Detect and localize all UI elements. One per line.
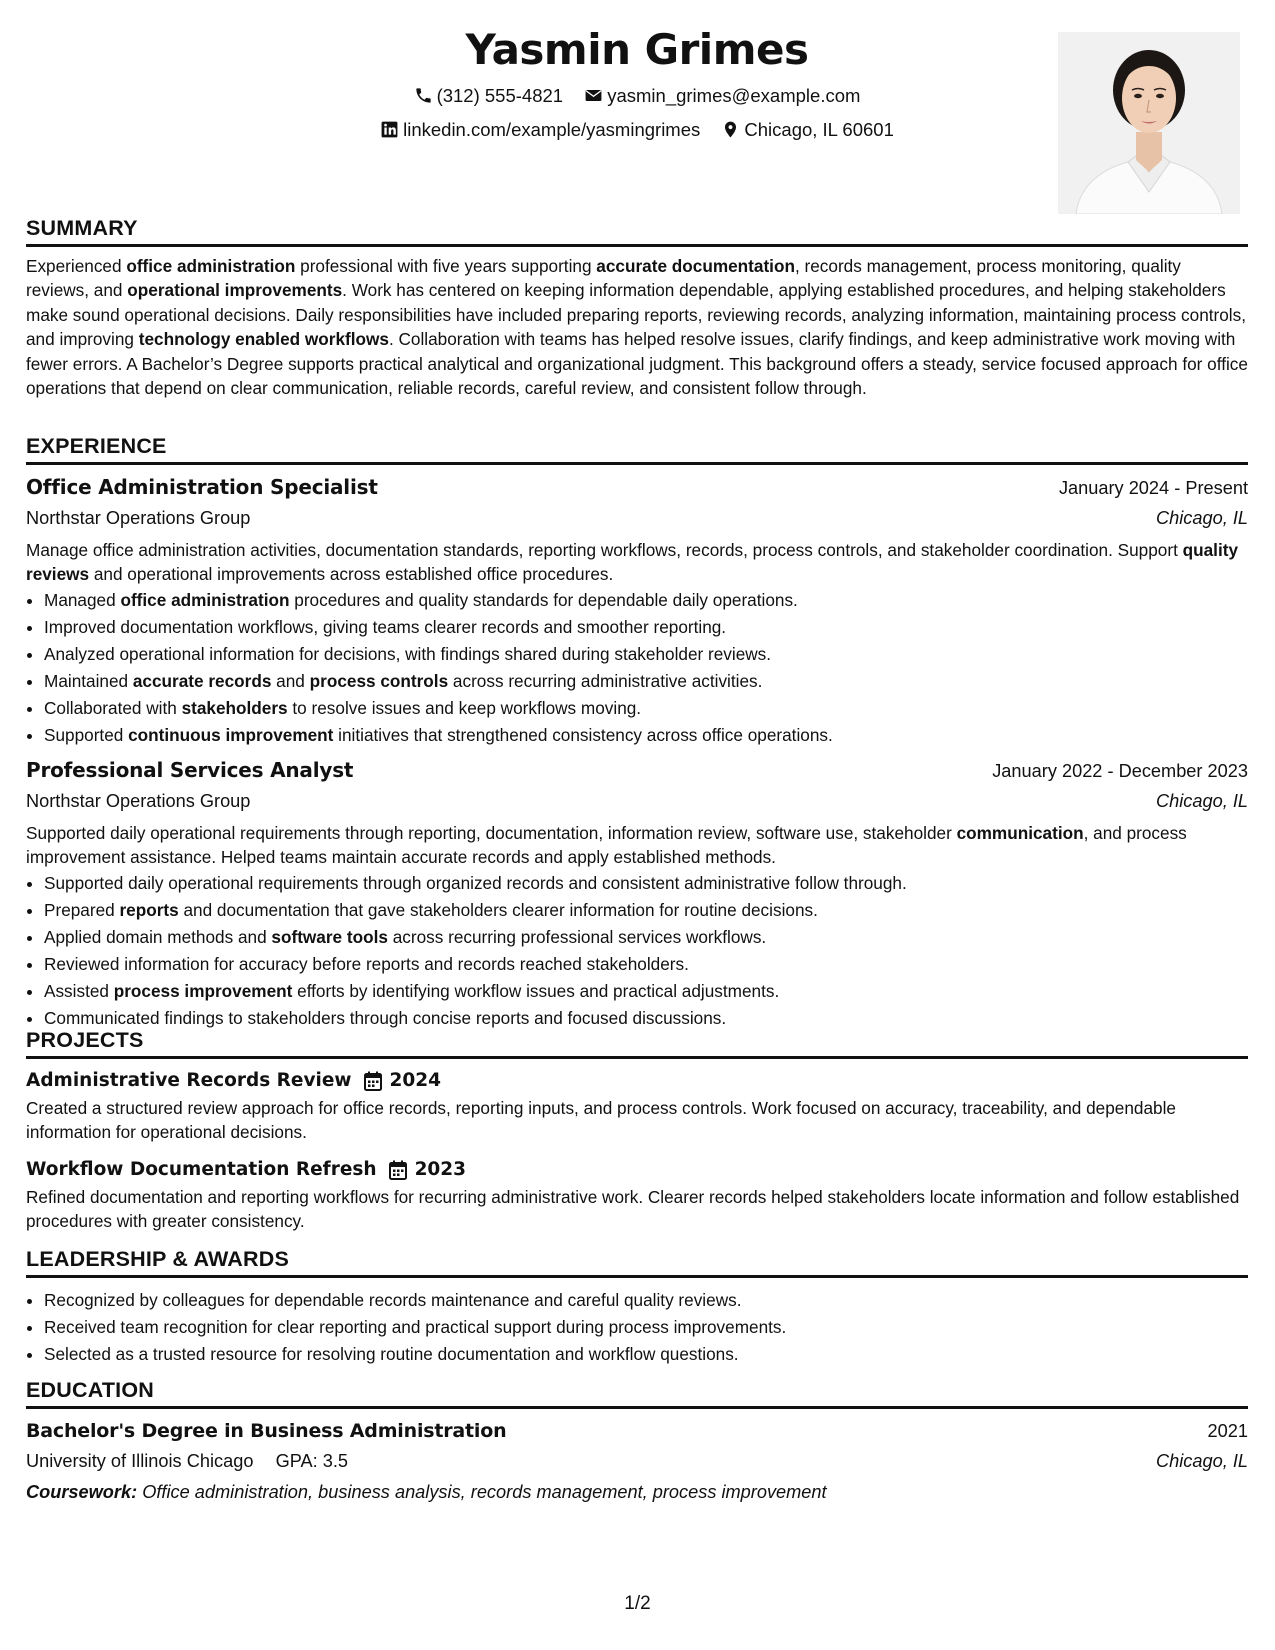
education-section xyxy=(26,1376,1248,1507)
award-item: • Recognized by colleagues for dependable records maintenance and careful quality reviews. xyxy=(44,1287,1248,1314)
job-entry xyxy=(26,472,1248,749)
contact-linkedin[interactable] xyxy=(380,114,700,145)
bold-keyword: reports xyxy=(119,899,179,920)
school-location: Chicago, IL xyxy=(1155,1451,1248,1471)
profile-photo xyxy=(1058,32,1240,214)
job-dates: January 2022 - December 2023 xyxy=(992,760,1248,781)
project-name: Administrative Records Review xyxy=(26,1070,352,1091)
calendar-icon xyxy=(364,1071,382,1091)
summary-text: Experienced office administration professional with five years supporting accurate documentation, records management, process monitoring, quality reviews, and operational improvements. Work has centered on keeping information dependable, applying established procedures, and helping stakeholders make sound operational decisions. Daily responsibilities have included preparing reports, reviewing records, analyzing information, maintaining process controls, and improving technology enabled workflows. Collaboration with teams has helped resolve issues, clarify findings, and keep administrative work moving with fewer errors. A Bachelor’s Degree supports practical analytical and organizational judgment. This background offers a steady, service focused approach for office operations that depend on clear communication, reliable records, careful review, and consistent follow through. xyxy=(26,256,1248,399)
job-company: Northstar Operations Group xyxy=(26,508,251,528)
experience-heading: EXPERIENCE xyxy=(26,432,1248,465)
bold-keyword: stakeholders xyxy=(181,697,288,718)
projects-heading: PROJECTS xyxy=(26,1026,1248,1059)
awards-heading: LEADERSHIP & AWARDS xyxy=(26,1245,1248,1278)
bold-keyword: software tools xyxy=(271,926,388,947)
job-bullets xyxy=(26,587,1248,749)
contact-phone xyxy=(414,80,564,111)
bold-keyword: quality reviews xyxy=(26,540,1239,585)
awards-list xyxy=(26,1287,1248,1368)
award-item: • Selected as a trusted resource for resolving routine documentation and workflow questions. xyxy=(44,1341,1248,1368)
project-year: 2024 xyxy=(389,1070,442,1091)
job-company: Northstar Operations Group xyxy=(26,790,251,811)
bullet-item: • Managed office administration procedures and quality standards for dependable daily operations. xyxy=(44,587,1248,614)
summary-section xyxy=(26,214,1248,400)
bold-keyword: communication xyxy=(956,822,1084,843)
project-entry xyxy=(26,1155,1248,1234)
bullet-item: • Communicated findings to stakeholders through concise reports and focused discussions. xyxy=(44,1005,1248,1032)
bullet-item: • Assisted process improvement efforts by identifying workflow issues and practical adjustments. xyxy=(44,978,1248,1005)
summary-heading: SUMMARY xyxy=(26,214,1248,247)
bullet-item: • Collaborated with stakeholders to resolve issues and keep workflows moving. xyxy=(44,695,1248,722)
bullet-item: • Supported daily operational requirements through organized records and consistent administrative follow through. xyxy=(44,870,1248,897)
bold-keyword: office administration xyxy=(126,256,296,276)
location-text: Chicago, IL 60601 xyxy=(744,119,894,140)
job-description: Supported daily operational requirements through reporting, documentation, information review, software use, stakeholder communication, and process improvement assistance. Helped teams maintain accurate records and apply established methods. xyxy=(26,822,1187,868)
education-heading: EDUCATION xyxy=(26,1376,1248,1409)
bullet-item: • Improved documentation workflows, giving teams clearer records and smoother reporting. xyxy=(44,614,1248,641)
bold-keyword: technology enabled workflows xyxy=(138,329,389,350)
bold-keyword: office administration xyxy=(120,589,290,610)
bullet-item: • Reviewed information for accuracy before reports and records reached stakeholders. xyxy=(44,951,1248,978)
gpa: GPA: 3.5 xyxy=(275,1451,349,1471)
experience-section xyxy=(26,432,1248,1032)
bullet-item: • Prepared reports and documentation that gave stakeholders clearer information for routine decisions. xyxy=(44,897,1248,924)
contact-email[interactable] xyxy=(584,80,860,111)
page-number: 1/2 xyxy=(624,1593,651,1614)
coursework-text: Office administration, business analysis, records management, process improvement xyxy=(142,1482,827,1502)
job-title: Office Administration Specialist xyxy=(26,475,378,499)
graduation-year: 2021 xyxy=(1207,1421,1248,1441)
linkedin-text: linkedin.com/example/yasmingrimes xyxy=(403,119,701,140)
projects-section xyxy=(26,1026,1248,1234)
school-name: University of Illinois Chicago xyxy=(26,1451,254,1471)
candidate-name: Yasmin Grimes xyxy=(465,25,809,74)
bold-keyword: continuous improvement xyxy=(128,724,334,745)
coursework-label: Coursework: xyxy=(26,1482,138,1502)
bullet-item: • Maintained accurate records and process controls across recurring administrative activities. xyxy=(44,668,1248,695)
map-pin-icon xyxy=(721,120,740,139)
bold-keyword: process controls xyxy=(309,670,449,691)
email-text: yasmin_grimes@example.com xyxy=(607,85,861,106)
envelope-icon xyxy=(584,86,603,105)
contact-location xyxy=(721,114,893,145)
job-bullets xyxy=(26,870,1248,1032)
award-item: • Received team recognition for clear reporting and practical support during process improvements. xyxy=(44,1314,1248,1341)
bullet-item: • Applied domain methods and software tools across recurring professional services workflows. xyxy=(44,924,1248,951)
project-name: Workflow Documentation Refresh xyxy=(26,1158,377,1180)
bullet-item: • Analyzed operational information for decisions, with findings shared during stakeholder reviews. xyxy=(44,641,1248,668)
bold-keyword: accurate documentation xyxy=(596,256,795,276)
phone-icon xyxy=(414,86,433,105)
job-title: Professional Services Analyst xyxy=(26,757,354,782)
degree-name: Bachelor's Degree in Business Administration xyxy=(26,1420,507,1442)
bold-keyword: accurate records xyxy=(132,670,272,691)
coursework-line xyxy=(26,1477,1248,1507)
awards-section xyxy=(26,1245,1248,1368)
project-description: Refined documentation and reporting workflows for recurring administrative work. Clearer records helped stakeholders locate information and follow established procedures with greater consistency. xyxy=(26,1186,1240,1232)
linkedin-icon xyxy=(380,120,399,139)
job-entry xyxy=(26,755,1248,1032)
phone-text: (312) 555-4821 xyxy=(436,85,564,106)
job-location: Chicago, IL xyxy=(1155,508,1248,528)
project-entry xyxy=(26,1066,1248,1145)
bullet-item: • Supported continuous improvement initiatives that strengthened consistency across office operations. xyxy=(44,722,1248,749)
bold-keyword: process improvement xyxy=(113,980,293,1001)
job-location: Chicago, IL xyxy=(1155,790,1248,811)
bold-keyword: operational improvements xyxy=(127,280,343,301)
project-year: 2023 xyxy=(414,1158,467,1180)
job-description: Manage office administration activities, documentation standards, reporting workflows, records, process controls, and stakeholder coordination. Support quality reviews and operational improvements across established office procedures. xyxy=(26,540,1239,585)
job-dates: January 2024 - Present xyxy=(1058,478,1248,498)
project-description: Created a structured review approach for office records, reporting inputs, and process controls. Work focused on accuracy, traceability, and dependable information for operational decisions. xyxy=(26,1098,1176,1143)
calendar-icon xyxy=(389,1160,407,1180)
